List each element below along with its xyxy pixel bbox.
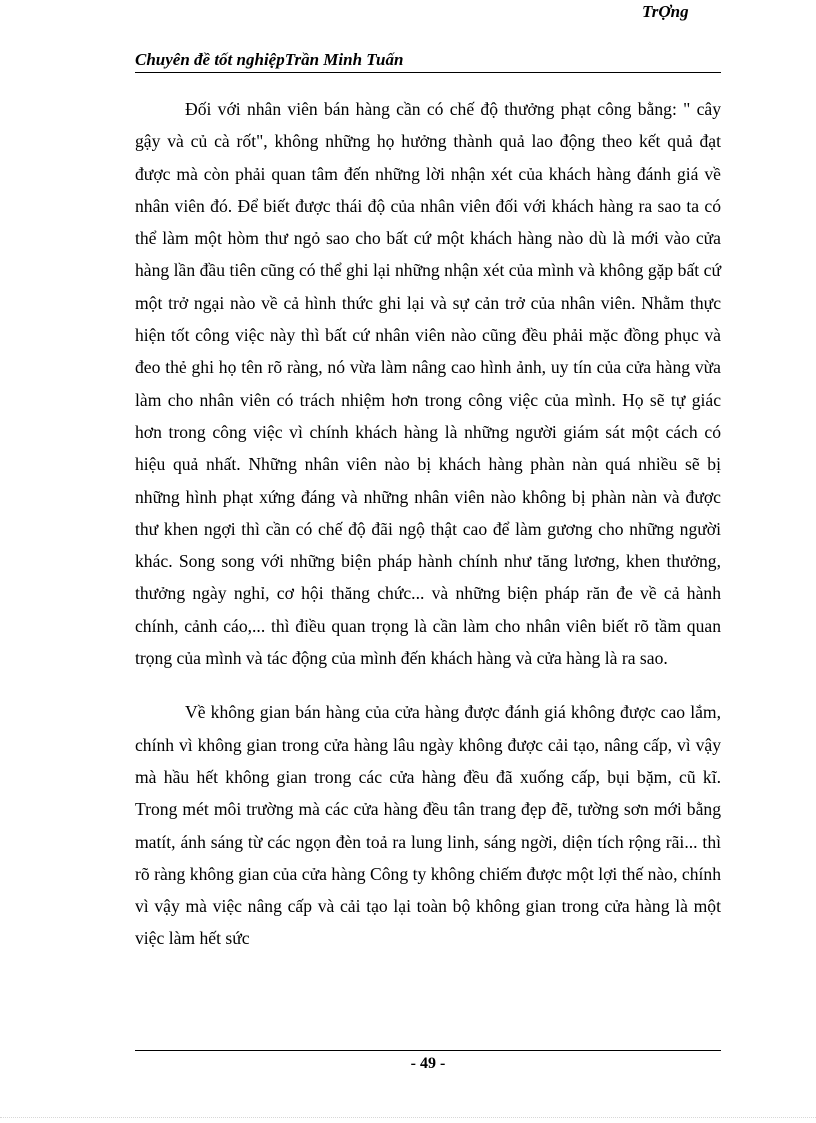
paragraph: Đối với nhân viên bán hàng cần có chế độ thưởng phạt công bằng: " cây gậy và củ cà rốt", không những họ hưởng thành quả lao động theo kết quả đạt được mà còn phải quan tâm đến những lời nhận xét của khách hàng đánh giá về nhân viên đó. Để biết được thái độ của nhân viên đối với khách hàng ra sao ta có thể làm một hòm thư ngỏ sao cho bất cứ một khách hàng nào dù là mới vào cửa hàng lần đầu tiên cũng có thể ghi lại những nhận xét của mình và không gặp bất cứ một trở ngại nào về cả hình thức ghi lại và sự cản trở của nhân viên. Nhằm thực hiện tốt công việc này thì bất cứ nhân viên nào cũng đều phải mặc đồng phục và đeo thẻ ghi họ tên rõ ràng, nó vừa làm nâng cao hình ảnh, uy tín của cửa hàng vừa làm cho nhân viên có trách nhiệm hơn trong công việc của mình. Họ sẽ tự giác hơn trong công việc vì chính khách hàng là những người giám sát một cách có hiệu quả nhất. Những nhân viên nào bị khách hàng phàn nàn quá nhiều sẽ bị những hình phạt xứng đáng và những nhân viên nào không bị phàn nàn và được thư khen ngợi thì cần có chế độ đãi ngộ thật cao để làm gương cho những người khác. Song song với những biện pháp hành chính như tăng lương, khen thưởng, thưởng ngày nghỉ, cơ hội thăng chức... và những biện pháp răn đe về cả hành chính, cảnh cáo,... thì điều quan trọng là cần làm cho nhân viên biết rõ tầm quan trọng của mình và tác động của mình đến khách hàng và cửa hàng là ra sao. <box>135 99 721 669</box>
page-edge-divider <box>0 1117 816 1118</box>
document-body <box>135 93 721 955</box>
page-header <box>135 48 721 73</box>
footer-rule <box>135 1050 721 1051</box>
paragraph: Về không gian bán hàng của cửa hàng được đánh giá không được cao lắm, chính vì không gian trong cửa hàng lâu ngày không được cải tạo, nâng cấp, vì vậy mà hầu hết không gian trong các cửa hàng đều đã xuống cấp, bụi bặm, cũ kĩ. Trong mét môi trường mà các cửa hàng đều tân trang đẹp đẽ, tường sơn mới bằng matít, ánh sáng từ các ngọn đèn toả ra lung linh, sáng ngời, diện tích rộng rãi... thì rõ ràng không gian của cửa hàng Công ty không chiếm được một lợi thế nào, chính vì vậy mà việc nâng cấp và cải tạo lại toàn bộ không gian trong cửa hàng là một việc làm hết sức <box>135 702 721 949</box>
header-right-text: TrỢng <box>642 2 689 21</box>
page-number: - 49 - <box>410 1055 446 1072</box>
header-title: Chuyên đề tốt nghiệpTrần Minh Tuấn <box>135 50 404 69</box>
